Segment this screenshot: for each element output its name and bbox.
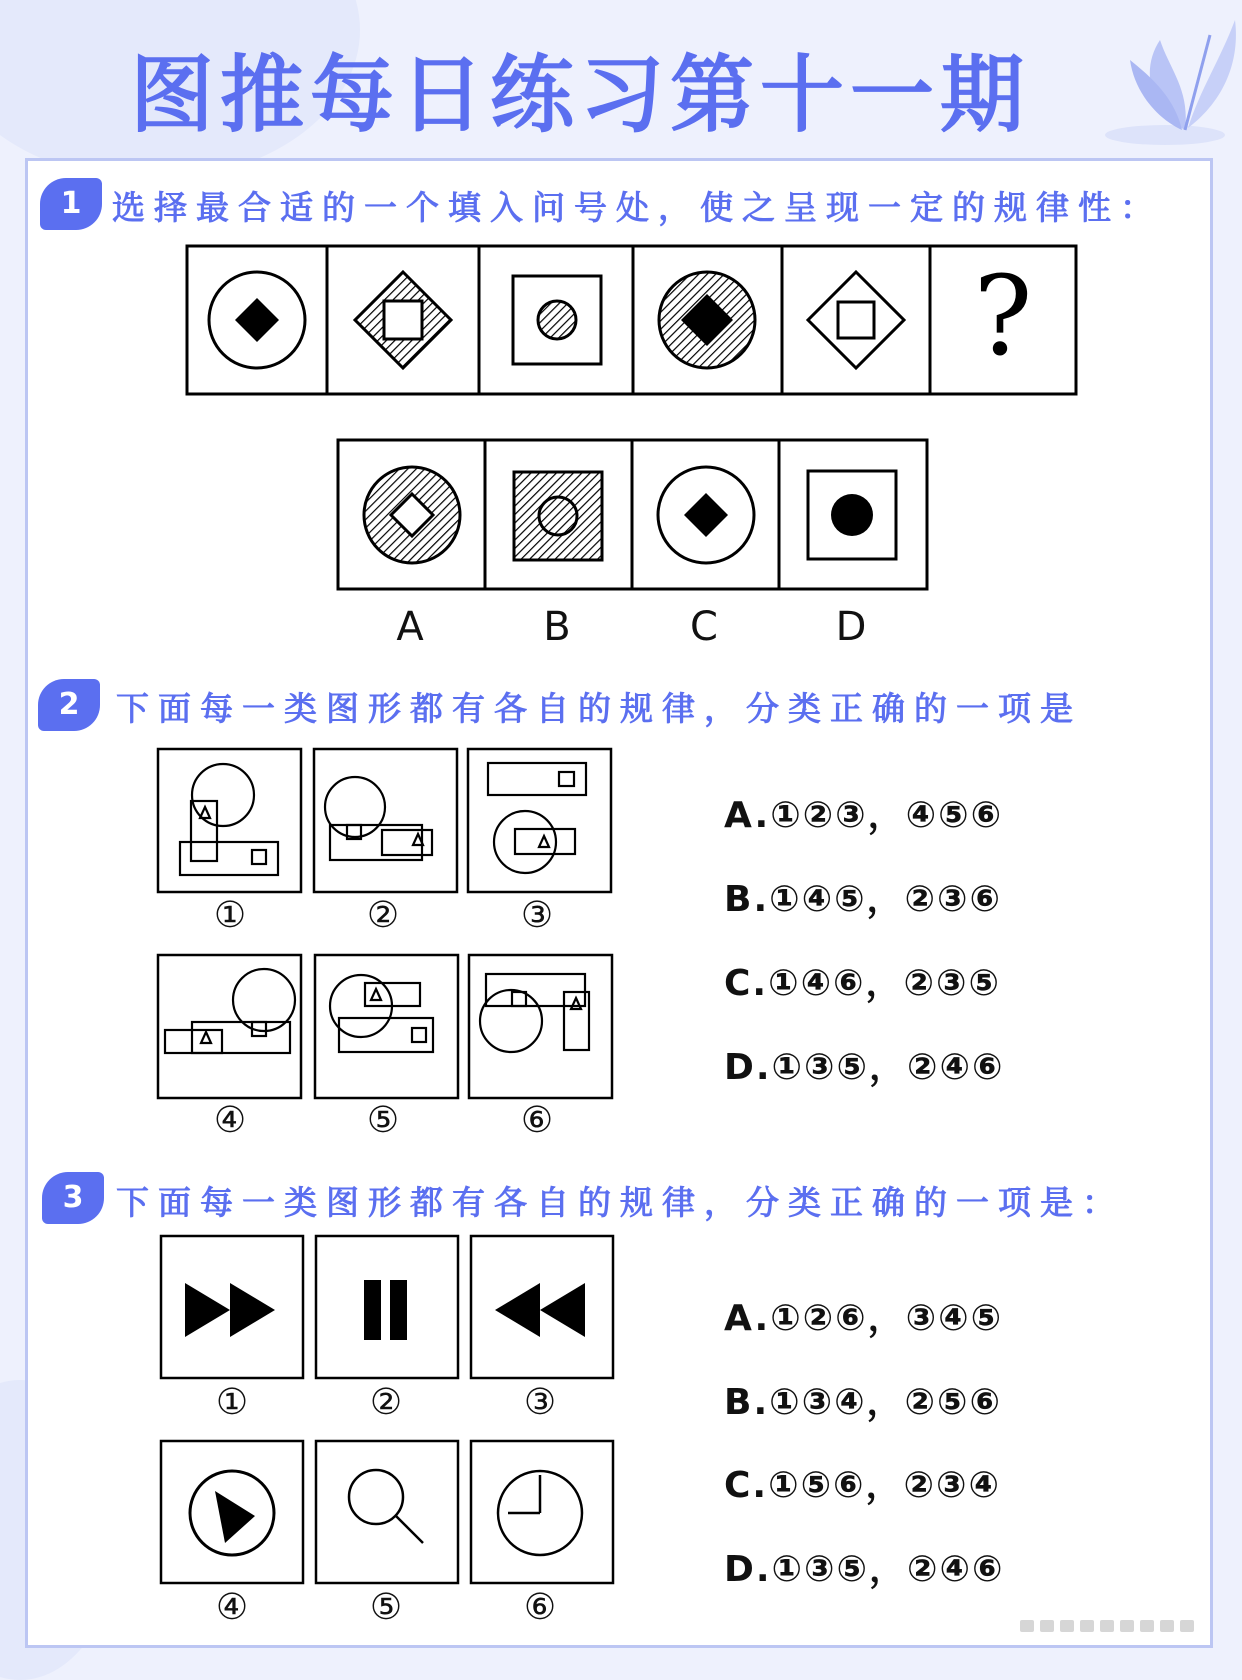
q1-sequence-figure [185,244,1080,396]
q2-caption-3: ③ [520,895,554,936]
question-2-badge: 2 [38,679,100,731]
q1-cell-1 [209,272,305,368]
q3-option-b[interactable]: B.①③④，②⑤⑥ [724,1382,1002,1423]
question-3-text: 下面每一类图形都有各自的规律，分类正确的一项是： [116,1183,1124,1222]
q1-option-c-label[interactable]: C [690,604,718,650]
q2-option-c[interactable]: C.①④⑥，②③⑤ [724,963,1001,1004]
q1-option-d-label[interactable]: D [835,604,867,650]
q2-caption-5: ⑤ [366,1100,400,1141]
q3-option-d[interactable]: D.①③⑤，②④⑥ [724,1549,1005,1590]
q1-option-c-figure [658,467,754,563]
q1-option-d-figure [808,471,896,559]
question-1-badge: 1 [40,178,102,230]
watermark-bars-icon [1020,1618,1210,1634]
q1-question-mark: ? [973,252,1033,380]
q3-option-c[interactable]: C.①⑤⑥，②③④ [724,1465,1001,1506]
play-circle-icon [190,1471,274,1555]
q2-caption-4: ④ [213,1100,247,1141]
q3-option-a[interactable]: A.①②⑥，③④⑤ [724,1298,1004,1339]
q1-option-b-figure [514,472,602,560]
q1-options-figure [336,438,929,591]
q1-cell-4 [659,272,755,368]
q3-caption-2: ② [369,1382,403,1423]
q3-caption-1: ① [215,1382,249,1423]
page-title: 图推每日练习第十一期 [129,46,1030,144]
q3-caption-5: ⑤ [369,1587,403,1628]
q3-caption-4: ④ [215,1587,249,1628]
q2-option-a[interactable]: A.①②③，④⑤⑥ [724,795,1004,836]
q1-option-a-figure [364,467,460,563]
q2-option-d[interactable]: D.①③⑤，②④⑥ [724,1047,1005,1088]
q2-caption-6: ⑥ [520,1100,554,1141]
question-1-text: 选择最合适的一个填入问号处，使之呈现一定的规律性： [112,188,1162,227]
q1-option-b-label[interactable]: B [543,604,571,650]
q2-option-b[interactable]: B.①④⑤，②③⑥ [724,879,1002,920]
q3-caption-3: ③ [523,1382,557,1423]
q2-caption-2: ② [366,895,400,936]
q3-caption-6: ⑥ [523,1587,557,1628]
question-3-badge: 3 [42,1172,104,1224]
q1-option-a-label[interactable]: A [396,604,424,650]
q2-caption-1: ① [213,895,247,936]
q1-cell-3 [513,276,601,364]
question-2-text: 下面每一类图形都有各自的规律，分类正确的一项是 [116,689,1082,728]
leaf-icon [1090,0,1240,150]
